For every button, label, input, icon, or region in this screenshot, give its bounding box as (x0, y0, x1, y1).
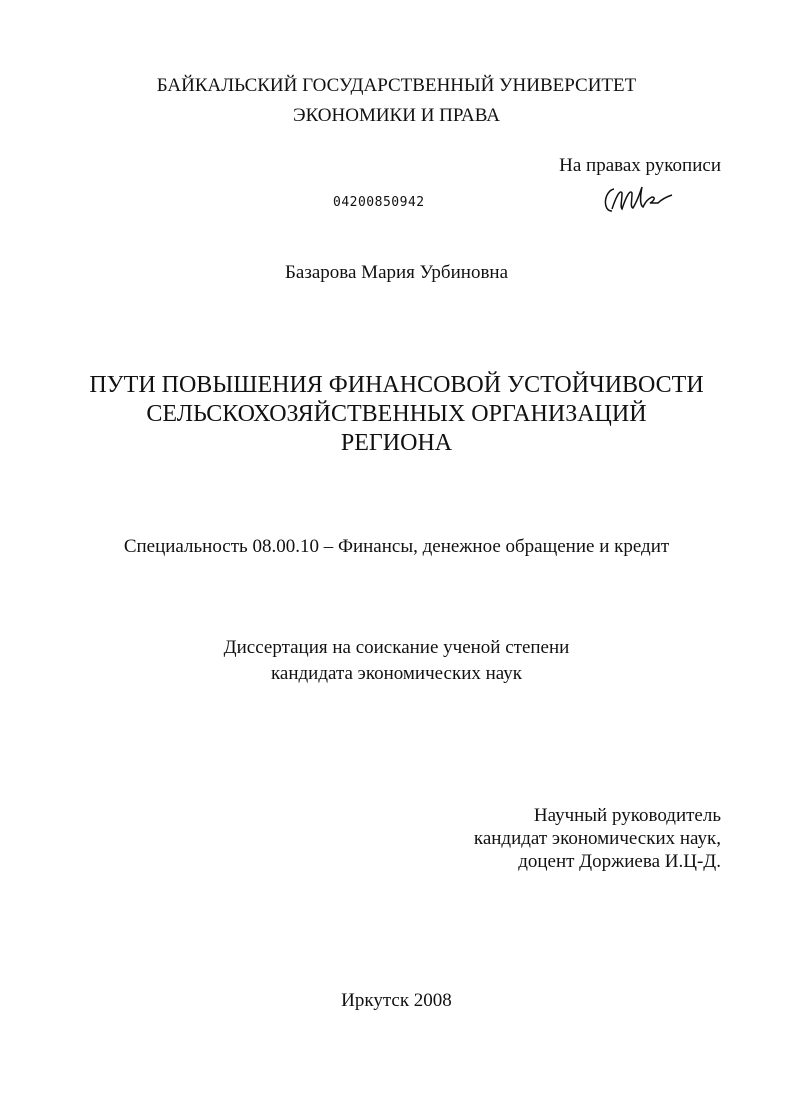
specialty: Специальность 08.00.10 – Финансы, денежное обращение и кредит (123, 536, 670, 557)
thesis-title-line2: СЕЛЬСКОХОЗЯЙСТВЕННЫХ ОРГАНИЗАЦИЙ (146, 401, 647, 427)
signature (600, 183, 680, 218)
thesis-title-line1: ПУТИ ПОВЫШЕНИЯ ФИНАНСОВОЙ УСТОЙЧИВОСТИ (89, 372, 704, 398)
catalog-number: 04200850942 (333, 195, 425, 210)
supervisor-line1: Научный руководитель (533, 805, 721, 826)
dissertation-line2: кандидата экономических наук (270, 663, 523, 684)
university-name-line1: БАЙКАЛЬСКИЙ ГОСУДАРСТВЕННЫЙ УНИВЕРСИТЕТ (156, 75, 637, 96)
university-name-line2: ЭКОНОМИКИ И ПРАВА (293, 105, 500, 126)
thesis-title-line3: РЕГИОНА (340, 430, 453, 456)
author-name: Базарова Мария Урбиновна (284, 262, 509, 283)
supervisor-line2: кандидат экономических наук, (473, 828, 721, 849)
city-year: Иркутск 2008 (341, 990, 452, 1011)
manuscript-rights: На правах рукописи (559, 155, 721, 176)
dissertation-line1: Диссертация на соискание ученой степени (223, 637, 570, 658)
supervisor-line3: доцент Доржиева И.Ц-Д. (518, 851, 721, 872)
